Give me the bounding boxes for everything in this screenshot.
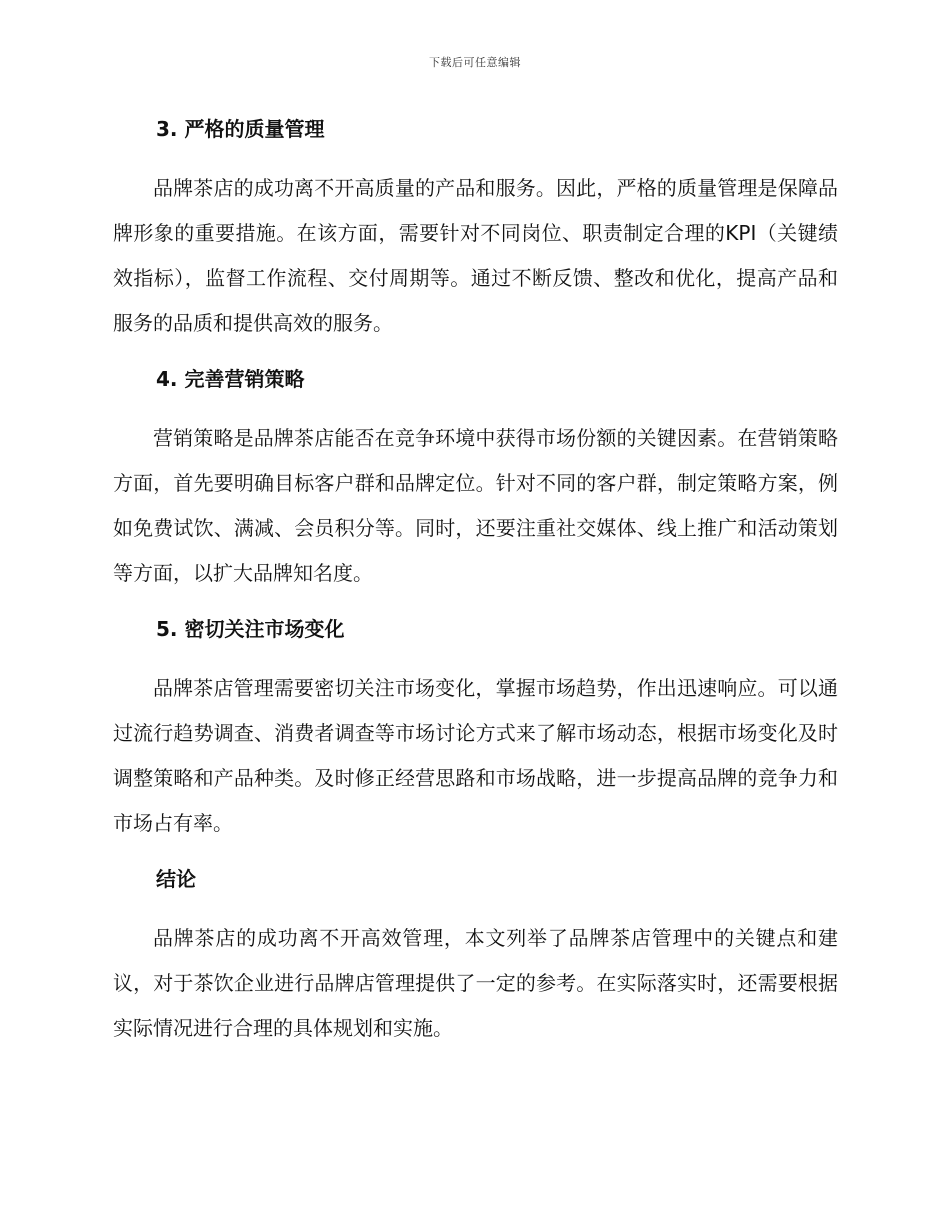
- document-body: [113, 112, 838, 1051]
- section-paragraph-market-change: 品牌茶店管理需要密切关注市场变化，掌握市场趋势，作出迅速响应。可以通过流行趋势调查、消费者调查等市场讨论方式来了解市场动态，根据市场变化及时调整策略和产品种类。及时修正经营思路和市场战略，进一步提高品牌的竞争力和市场占有率。: [113, 676, 838, 835]
- section-paragraph-conclusion: 品牌茶店的成功离不开高效管理，本文列举了品牌茶店管理中的关键点和建议，对于茶饮企业进行品牌店管理提供了一定的参考。在实际落实时，还需要根据实际情况进行合理的具体规划和实施。: [113, 926, 838, 1040]
- section-heading-quality: 3. 严格的质量管理: [156, 117, 325, 141]
- section-paragraph-quality: 品牌茶店的成功离不开高质量的产品和服务。因此，严格的质量管理是保障品牌形象的重要措施。在该方面，需要针对不同岗位、职责制定合理的KPI（关键绩效指标），监督工作流程、交付周期等。通过不断反馈、整改和优化，提高产品和服务的品质和提供高效的服务。: [113, 176, 838, 335]
- page-header: 下载后可任意编辑: [429, 56, 521, 69]
- section-heading-marketing: 4. 完善营销策略: [156, 367, 305, 391]
- section-paragraph-marketing: 营销策略是品牌茶店能否在竞争环境中获得市场份额的关键因素。在营销策略方面，首先要明确目标客户群和品牌定位。针对不同的客户群，制定策略方案，例如免费试饮、满减、会员积分等。同时，还要注重社交媒体、线上推广和活动策划等方面，以扩大品牌知名度。: [113, 426, 838, 585]
- section-heading-conclusion: 结论: [156, 867, 196, 891]
- section-heading-market-change: 5. 密切关注市场变化: [156, 617, 345, 641]
